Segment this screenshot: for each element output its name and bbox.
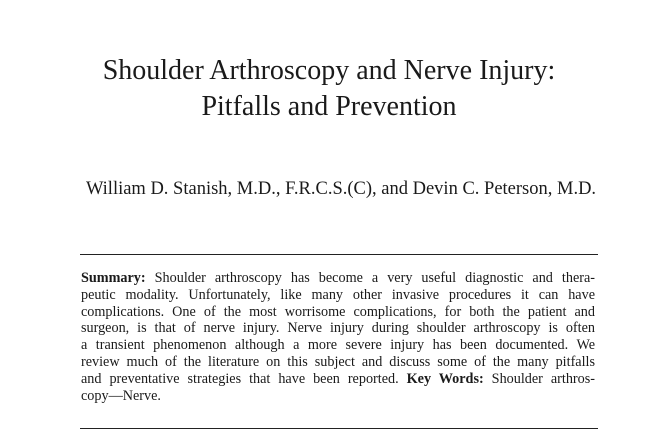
author-list: William D. Stanish, M.D., F.R.C.S.(C), and Devin C. Peterson, M.D. (85, 179, 597, 199)
key-words-label: Key Words: (406, 370, 484, 387)
abstract-bottom-rule (80, 428, 598, 429)
paper-title-line-1: Shoulder Arthroscopy and Nerve Injury: (102, 55, 556, 86)
abstract-line: surgeon, is that of nerve injury. Nerve injury during shoulder arthroscopy is often (81, 320, 595, 337)
abstract-block (81, 270, 595, 404)
abstract-text: Shoulder arthroscopy has become a very useful diagnostic and thera- (145, 270, 595, 286)
abstract-text: and preventative strategies that have been reported. (81, 370, 407, 387)
abstract-line (81, 270, 595, 287)
paper-title-line-2: Pitfalls and Prevention (201, 91, 457, 122)
abstract-line: copy—Nerve. (81, 387, 161, 404)
abstract-line: complications. One of the most worrisome complications, for both the patient and (81, 303, 595, 320)
abstract-top-rule (80, 254, 598, 255)
abstract-line: review much of the literature on this subject and discuss some of the many pitfalls (81, 353, 595, 370)
abstract-line (81, 371, 595, 388)
abstract-line: peutic modality. Unfortunately, like many other invasive procedures it can have (81, 286, 595, 303)
key-words-text: Shoulder arthros- (483, 370, 595, 387)
abstract-line: a transient phenomenon although a more severe injury has been documented. We (81, 337, 595, 354)
summary-label: Summary: (81, 270, 146, 286)
